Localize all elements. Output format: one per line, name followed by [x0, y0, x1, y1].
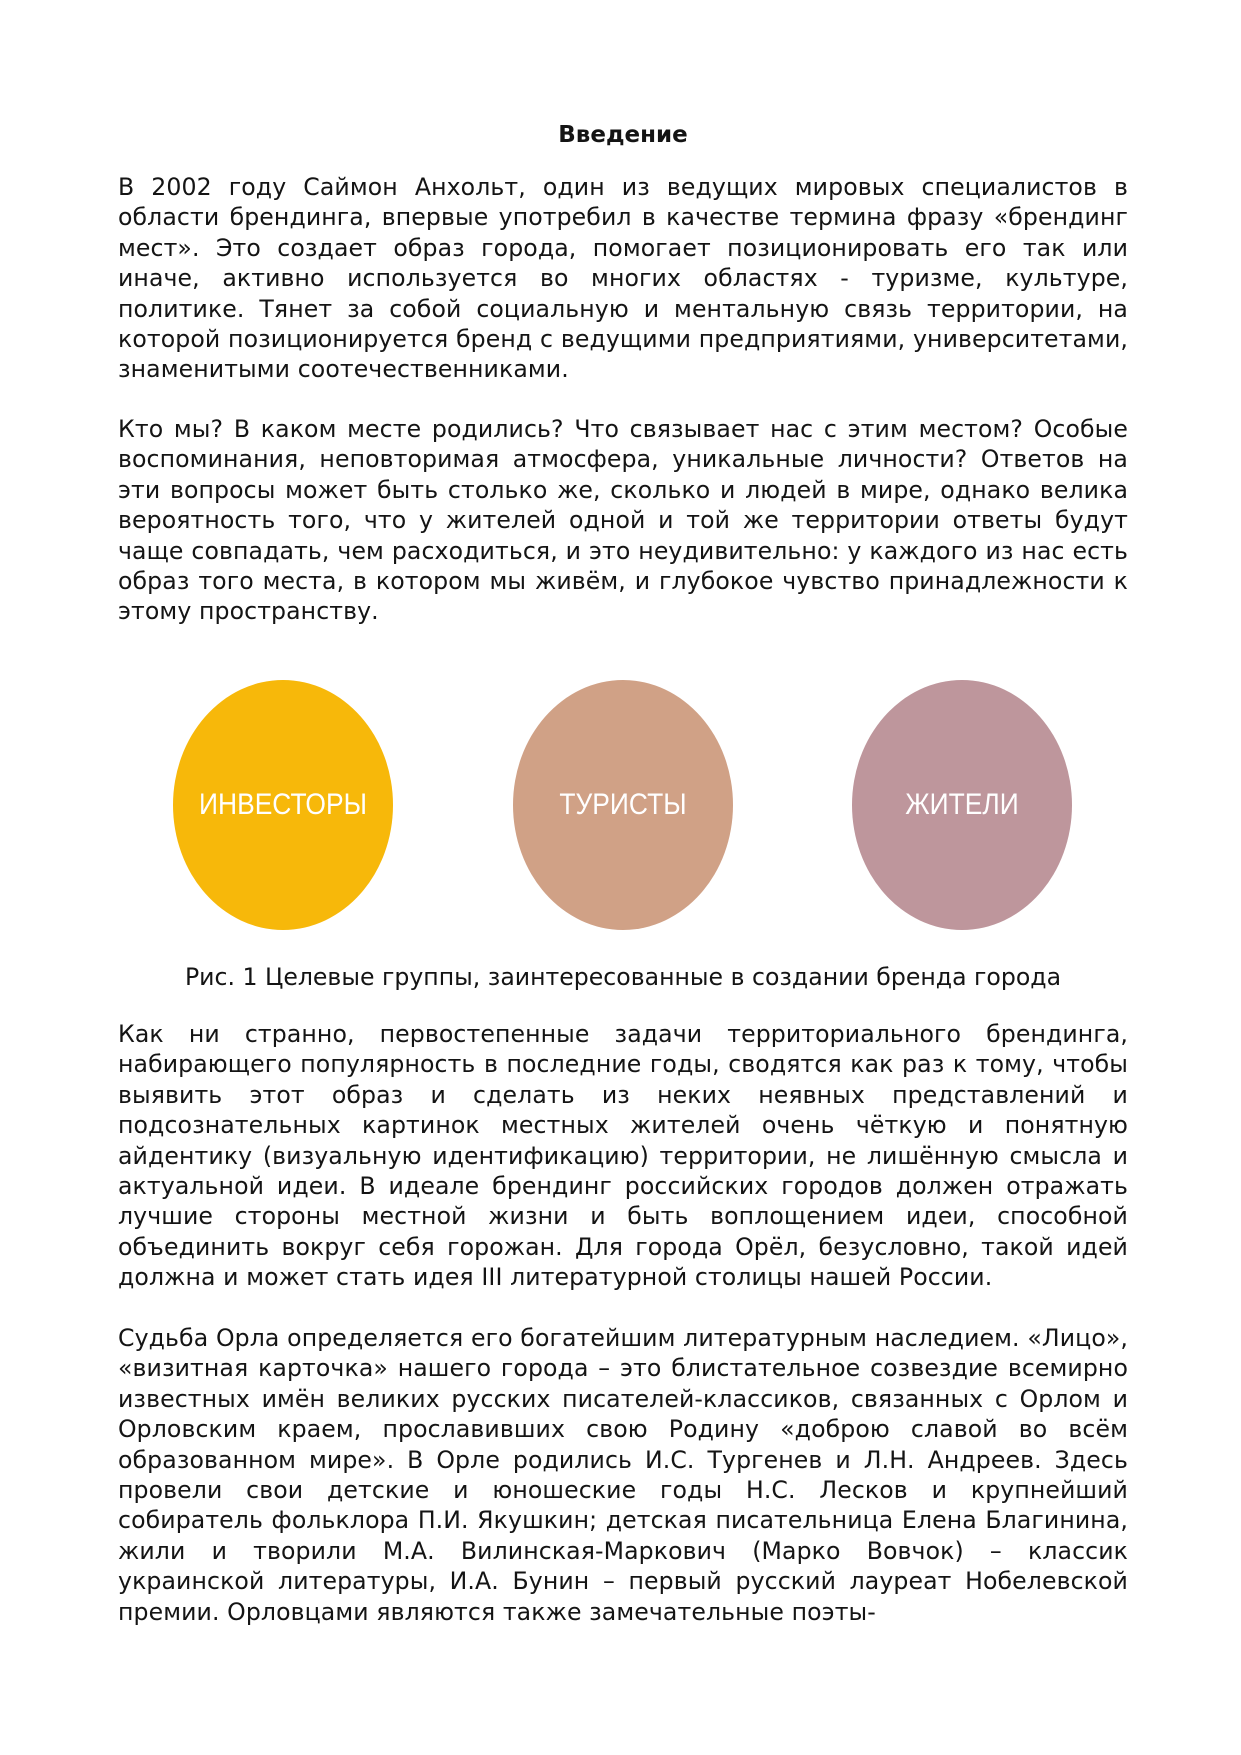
investors-circle: [173, 680, 393, 930]
tourists-circle: [513, 680, 733, 930]
residents-circle: [852, 680, 1072, 930]
page-title: Введение: [558, 122, 688, 148]
paragraph-branding: Как ни странно, первостепенные задачи территориального брендинга, набирающего популярность в последние годы, сводятся как раз к тому, чтобы выявить этот образ и сделать из неких неявных представлений и подсознательных картинок местных жителей очень чёткую и понятную айдентику (визуальную идентификацию) территории, не лишённую смысла и актуальной идеи. В идеале брендинг российских городов должен отражать лучшие стороны местной жизни и быть воплощением идеи, способной объединить вокруг себя горожан. Для города Орёл, безусловно, такой идей должна и может стать идея III литературной столицы нашей России.: [118, 1020, 1128, 1292]
paragraph-orel: Судьба Орла определяется его богатейшим литературным наследием. «Лицо», «визитная карточка» нашего города – это блистательное созвездие всемирно известных имён великих русских писателей-классиков, связанных с Орлом и Орловским краем, прославивших свою Родину «доброю славой во всём образованном мире». В Орле родились И.С. Тургенев и Л.Н. Андреев. Здесь провели свои детские и юношеские годы Н.С. Лесков и крупнейший собиратель фольклора П.И. Якушкин; детская писательница Елена Благинина, жили и творили М.А. Вилинская-Маркович (Марко Вовчок) – классик украинской литературы, И.А. Бунин – первый русский лауреат Нобелевской премии. Орловцами являются также замечательные поэты-: [118, 1324, 1128, 1626]
paragraph-intro: В 2002 году Саймон Анхольт, один из ведущих мировых специалистов в области брендинга, впервые употребил в качестве термина фразу «брендинг мест». Это создает образ города, помогает позиционировать его так или иначе, активно используется во многих областях - туризме, культуре, политике. Тянет за собой социальную и ментальную связь территории, на которой позиционируется бренд с ведущими предприятиями, университетами, знаменитыми соотечественниками.: [118, 173, 1128, 384]
paragraph-questions: Кто мы? В каком месте родились? Что связывает нас с этим местом? Особые воспоминания, неповторимая атмосфера, уникальные личности? Ответов на эти вопросы может быть столько же, сколько и людей в мире, однако велика вероятность того, что у жителей одной и той же территории ответы будут чаще совпадать, чем расходиться, и это неудивительно: у каждого из нас есть образ того места, в котором мы живём, и глубокое чувство принадлежности к этому пространству.: [118, 415, 1128, 626]
figure-caption: Рис. 1 Целевые группы, заинтересованные в создании бренда города: [184, 963, 1062, 991]
investors-label: ИНВЕСТОРЫ: [199, 788, 367, 821]
residents-label: ЖИТЕЛИ: [905, 788, 1019, 821]
target-groups-figure: [118, 680, 1128, 930]
tourists-label: ТУРИСТЫ: [559, 788, 687, 821]
